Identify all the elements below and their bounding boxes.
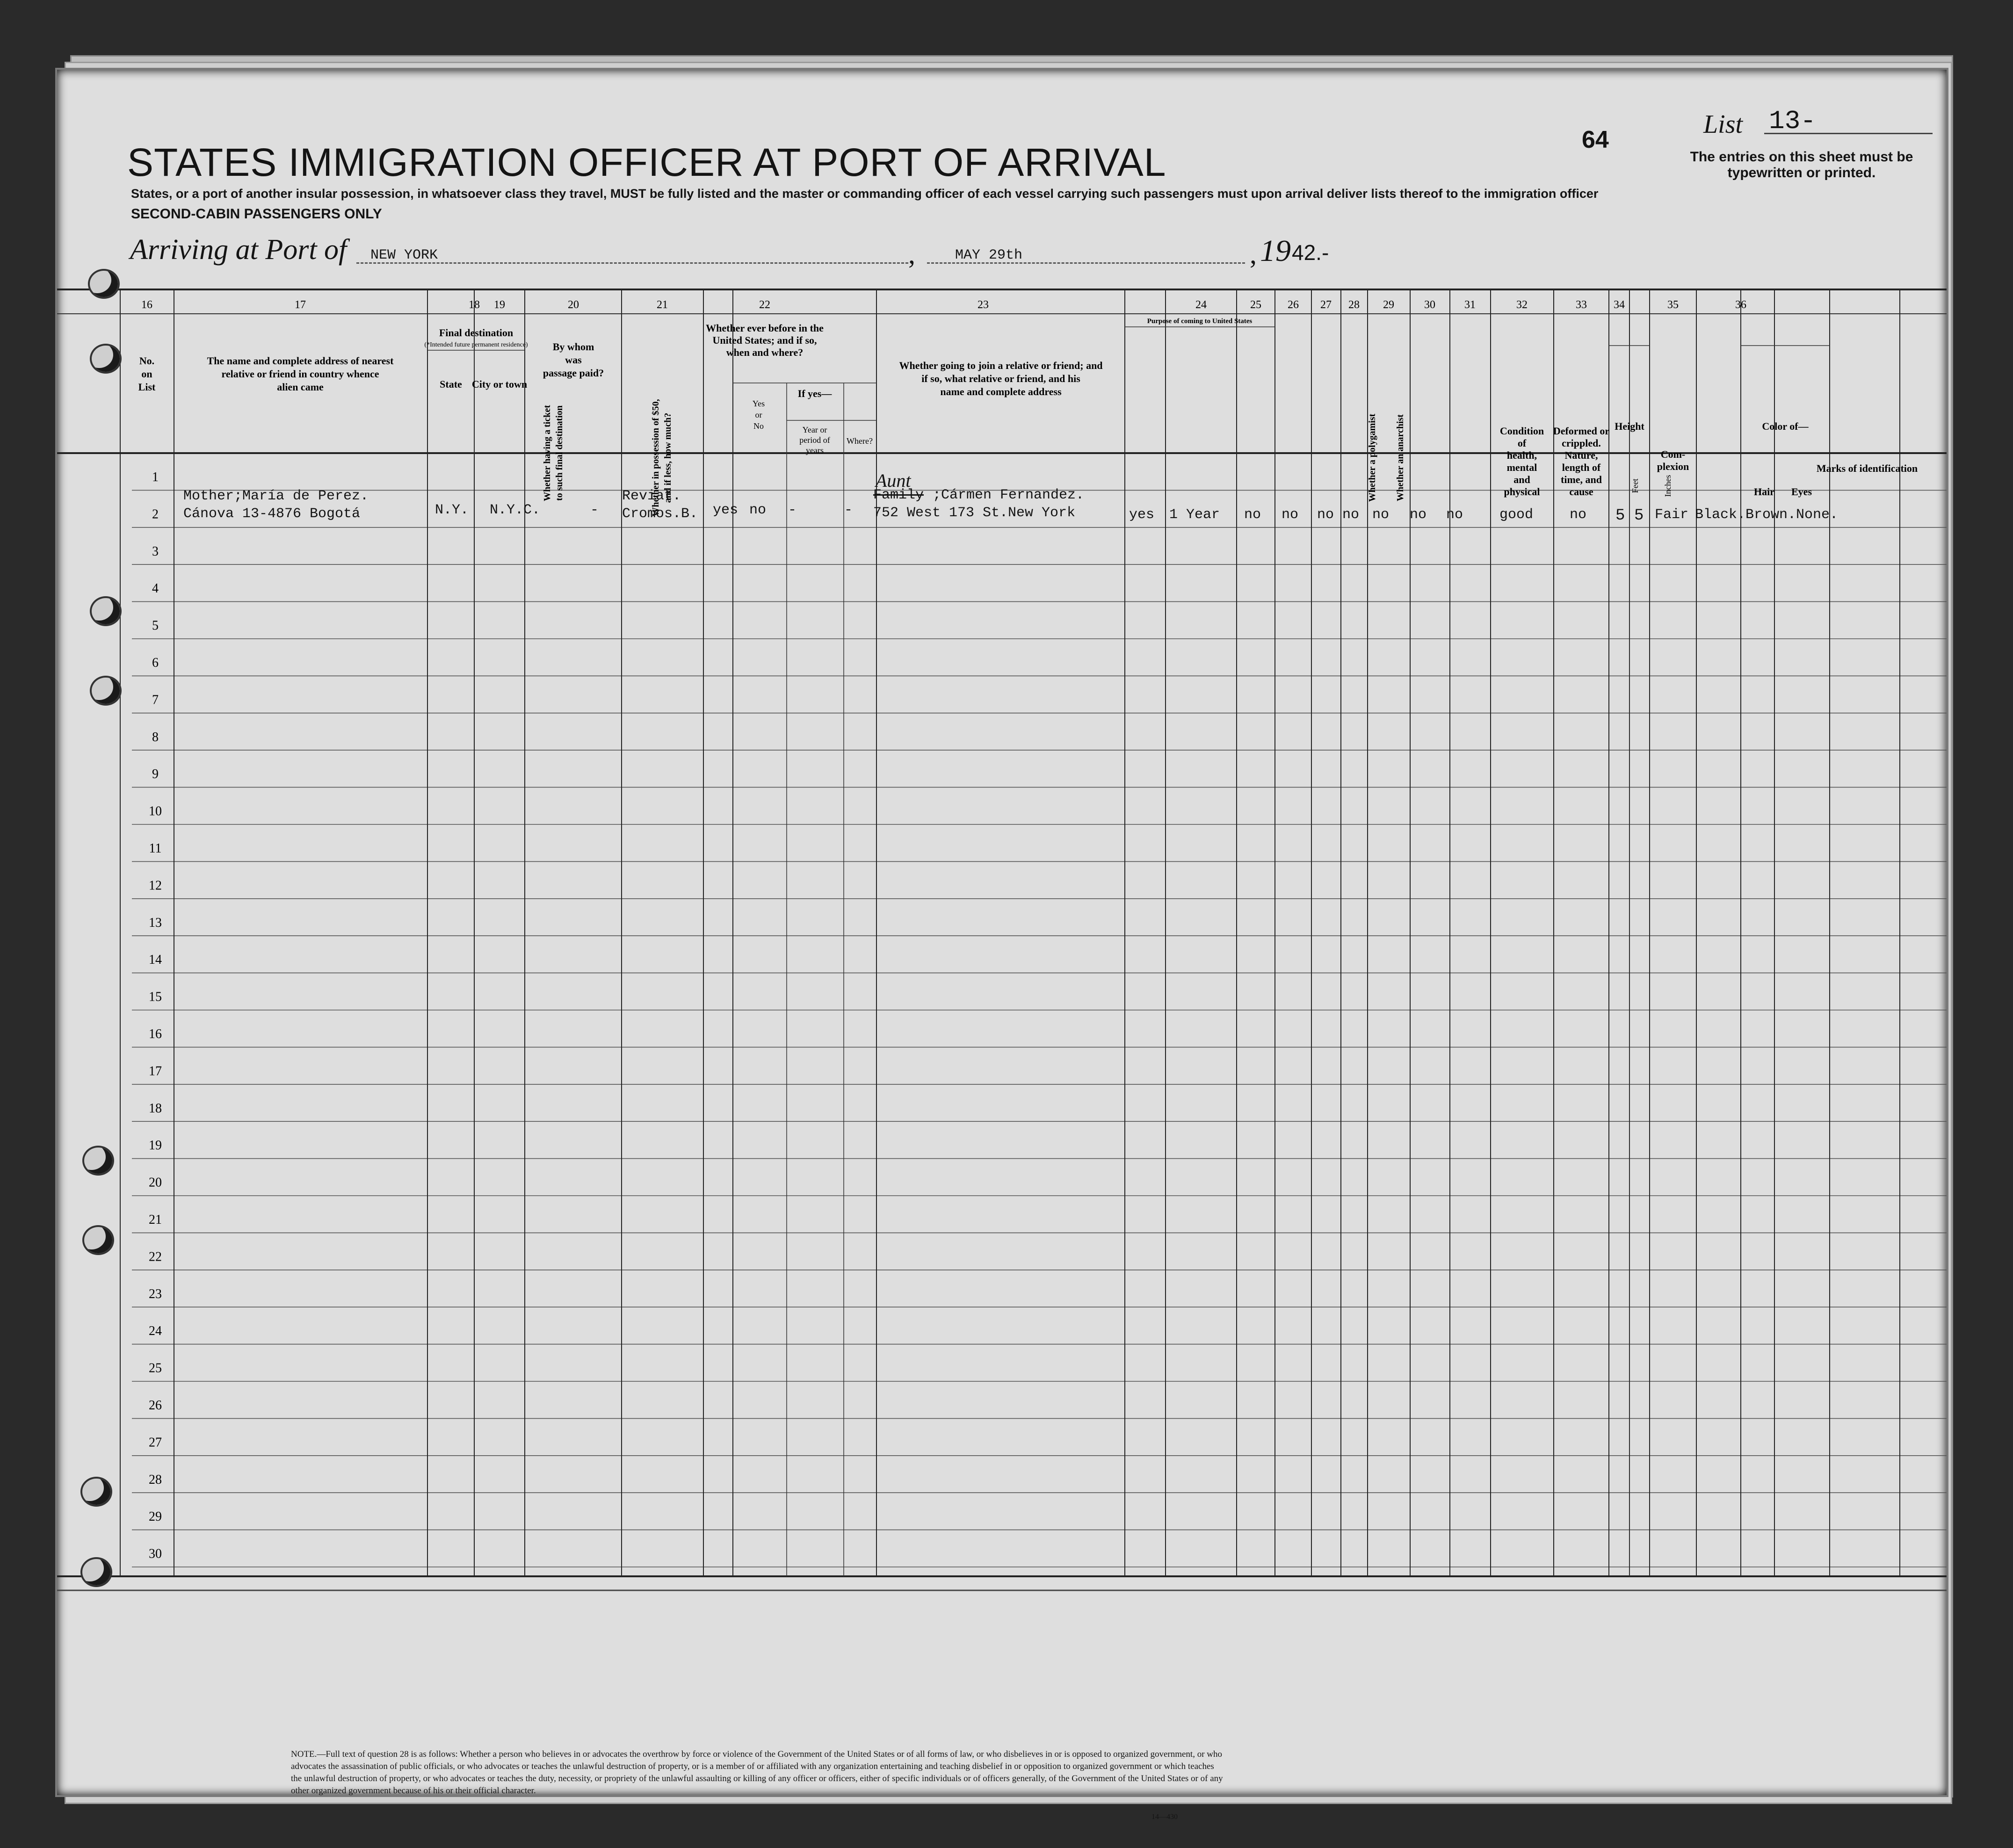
header-17: alien came — [277, 381, 324, 393]
date-value: MAY 29th — [955, 247, 1023, 263]
header-18-note: (*Intended future permanent residence) — [424, 341, 528, 348]
city-value: N.Y.C. — [490, 502, 541, 518]
header-21: and if less, how much? — [663, 412, 673, 503]
relative-address — [183, 487, 369, 523]
header-32: length of — [1562, 462, 1601, 473]
header-22: Year or — [802, 425, 827, 434]
column-number: 34 — [1614, 299, 1625, 311]
before-where-value: - — [844, 502, 853, 518]
column-number: 31 — [1464, 299, 1476, 311]
header-26: Whether a polygamist — [1367, 413, 1377, 502]
header-33: Height — [1615, 420, 1644, 432]
instruction-text: States, or a port of another insular possession, in whatsoever class they travel, MUST be fully listed and the master or commanding officer of each vessel carrying such passengers must upon arrival deliver lists thereof to the immigration officer — [131, 187, 1599, 201]
row-number: 10 — [149, 804, 162, 819]
header-20: passage paid? — [543, 367, 604, 379]
citizen-value: no — [1244, 507, 1261, 523]
row-number: 11 — [149, 841, 162, 856]
row-number: 27 — [149, 1435, 162, 1450]
relative-name-us: ;Cármen Fernandez. — [933, 487, 1085, 503]
before-us-value: no — [749, 502, 767, 518]
fifty-dollars-value: yes — [713, 502, 739, 518]
row-number: 7 — [152, 693, 159, 707]
row-number: 21 — [149, 1213, 162, 1227]
header-23: name and complete address — [940, 386, 1062, 397]
ticket-value: - — [590, 502, 599, 518]
state-value: N.Y. — [435, 502, 469, 518]
intends-return-value: yes — [1129, 507, 1155, 523]
header-22: years — [806, 446, 824, 455]
before-years-value: - — [788, 502, 797, 518]
column-number: 26 — [1288, 299, 1299, 311]
row-number: 15 — [149, 989, 162, 1004]
binder-hole — [80, 1557, 112, 1587]
binder-hole — [90, 676, 122, 706]
header-31: physical — [1504, 486, 1540, 498]
row-number: 4 — [152, 581, 159, 596]
header-35: Hair — [1754, 486, 1774, 498]
entries-note: The entries on this sheet must be typewritten or printed. — [1690, 149, 1913, 180]
manifest-table — [57, 70, 1947, 1795]
header-35: Color of— — [1762, 420, 1809, 432]
header-22: United States; and if so, — [712, 334, 817, 346]
hair-eyes-marks-value: Black.Brown.None. — [1695, 507, 1839, 523]
binder-hole — [80, 1477, 112, 1507]
header-17: The name and complete address of nearest — [207, 355, 394, 367]
column-number: 27 — [1320, 299, 1332, 311]
header-no: on — [141, 368, 152, 380]
year-prefix: 19 — [1260, 234, 1291, 268]
anarchist-value: no — [1342, 507, 1360, 523]
column-number: 22 — [759, 299, 770, 311]
handwritten-aunt: Aunt — [876, 470, 911, 491]
port-value: NEW YORK — [370, 247, 438, 263]
column-number: 28 — [1348, 299, 1360, 311]
row-number: 19 — [149, 1138, 162, 1153]
header-19: to such final destination — [554, 405, 565, 501]
passage-paid — [622, 487, 698, 523]
struck-family: Family — [873, 487, 924, 503]
header-36: Marks of identification — [1816, 462, 1918, 474]
row-number: 18 — [149, 1101, 162, 1116]
header-no: No. — [139, 355, 155, 367]
height-feet-value: 5 — [1615, 507, 1625, 525]
comma: , — [908, 238, 915, 269]
header-32: time, and — [1561, 474, 1602, 485]
header-34: plexion — [1657, 461, 1689, 472]
polygamist-value: no — [1317, 507, 1334, 523]
arriving-label: Arriving at Port of — [130, 234, 347, 266]
column-number: 16 — [141, 299, 152, 311]
column-number: 32 — [1516, 299, 1528, 311]
header-17: relative or friend in country whence — [221, 368, 379, 380]
row-number: 14 — [149, 953, 162, 967]
header-22: period of — [799, 435, 830, 445]
header-23: Whether going to join a relative or friend; and — [899, 360, 1103, 371]
labor-offer-value: no — [1410, 507, 1427, 523]
binder-hole — [90, 344, 122, 374]
row-number: 20 — [149, 1175, 162, 1190]
column-number: 36 — [1735, 299, 1746, 311]
deformed-value: no — [1570, 507, 1587, 523]
year-suffix: 42.- — [1292, 240, 1329, 265]
column-number: 17 — [295, 299, 306, 311]
column-number: 35 — [1667, 299, 1679, 311]
header-31: Condition — [1499, 425, 1544, 437]
column-number: 33 — [1576, 299, 1587, 311]
row-number: 29 — [149, 1509, 162, 1524]
column-number: 30 — [1424, 299, 1435, 311]
binder-hole — [82, 1225, 114, 1255]
header-31: and — [1513, 474, 1530, 485]
row-number: 17 — [149, 1064, 162, 1079]
manifest-page — [55, 68, 1948, 1821]
column-number: 25 — [1250, 299, 1261, 311]
header-31: mental — [1506, 462, 1537, 473]
header-22: or — [755, 410, 762, 419]
column-number: 29 — [1383, 299, 1394, 311]
column-number: 20 — [568, 299, 579, 311]
passenger-class: SECOND-CABIN PASSENGERS ONLY — [131, 206, 382, 222]
header-24: Purpose of coming to United States — [1147, 318, 1253, 325]
deported-value: no — [1446, 507, 1463, 523]
header-20: was — [565, 354, 582, 366]
row-number: 25 — [149, 1361, 162, 1376]
comma: , — [1250, 238, 1257, 269]
header-22: No — [753, 421, 764, 431]
header-32: crippled. — [1562, 437, 1601, 449]
header-22: Whether ever before in the — [706, 322, 824, 334]
column-number: 24 — [1195, 299, 1207, 311]
row-number: 9 — [152, 767, 159, 782]
footnote: NOTE.—Full text of question 28 is as follows: Whether a person who believes in or advocates the overthrow by force or violence of the Government of the United States or of all forms of law, or who disbelieves in or is opposed to organized government, or who advocates the assassination of public officials, or who advocates or teaches the unlawful destruction of property, or is a member of or affiliated with any organization entertaining and teaching disbelief in or opposition to organized government or which teaches the unlawful destruction of property, or who advocates or teaches the duty, necessity, or propriety of the unlawful assaulting or killing of any officer or officers, either of specific individuals or of officers generally, of the Government of the United States or of any other organized government because of his or their official character. — [291, 1749, 1223, 1796]
row-number: 24 — [149, 1324, 162, 1339]
list-number: 13- — [1769, 106, 1816, 136]
row-number: 5 — [152, 618, 159, 633]
column-number: 18 — [469, 299, 480, 311]
header-20: By whom — [552, 341, 594, 353]
header-22: Where? — [847, 436, 873, 446]
header-31: health, — [1506, 449, 1537, 461]
page-title: STATES IMMIGRATION OFFICER AT PORT OF ARRIVAL — [127, 140, 1166, 184]
header-22: Yes — [752, 399, 765, 408]
row-number: 2 — [152, 507, 159, 522]
health-value: good — [1499, 507, 1534, 523]
row-number: 30 — [149, 1546, 162, 1561]
overthrow-value: no — [1372, 507, 1390, 523]
header-27: Whether an anarchist — [1395, 414, 1405, 501]
binder-hole — [90, 596, 122, 626]
row-number: 26 — [149, 1398, 162, 1413]
passage-line: Cromos.B. — [622, 506, 698, 522]
header-22: If yes— — [797, 388, 832, 399]
header-34: Com- — [1660, 448, 1686, 460]
row-number: 3 — [152, 544, 159, 559]
header-state: State — [440, 378, 462, 390]
relative-name: Mother;María de Perez. — [183, 488, 369, 504]
row-number: 1 — [152, 470, 159, 484]
list-label: List — [1703, 110, 1743, 139]
binder-hole — [88, 269, 120, 299]
header-22: when and where? — [726, 346, 804, 358]
header-19: Whether having a ticket — [542, 405, 552, 501]
height-inches-value: 5 — [1634, 507, 1644, 525]
relative-address-us: 752 West 173 St.New York — [873, 505, 1076, 521]
column-number: 19 — [494, 299, 505, 311]
row-number: 12 — [149, 878, 162, 893]
row-number: 8 — [152, 729, 159, 744]
header-32: Deformed or — [1553, 425, 1610, 437]
form-number: 14—430 — [1151, 1813, 1178, 1821]
row-number: 16 — [149, 1027, 162, 1041]
passage-line: Reviat. — [622, 488, 681, 504]
complexion-value: Fair — [1655, 507, 1689, 523]
header-33: Inches — [1663, 475, 1673, 497]
length-stay-value: 1 Year — [1169, 507, 1220, 523]
header-18: Final destination — [439, 327, 514, 339]
row-number: 28 — [149, 1472, 162, 1487]
row-number: 22 — [149, 1249, 162, 1264]
header-no: List — [138, 381, 156, 393]
header-32: Nature, — [1564, 449, 1598, 461]
header-23: if so, what relative or friend, and his — [921, 373, 1080, 384]
stamp-number: 64 — [1582, 126, 1609, 153]
row-number: 13 — [149, 915, 162, 930]
header-city: City or town — [471, 378, 528, 390]
header-31: of — [1517, 437, 1527, 449]
binder-hole — [82, 1146, 114, 1176]
relative-street: Cánova 13-4876 Bogotá — [183, 506, 361, 522]
header-32: cause — [1569, 486, 1593, 498]
column-number: 23 — [978, 299, 989, 311]
prison-value: no — [1282, 507, 1299, 523]
column-number: 21 — [657, 299, 668, 311]
header-21: Whether in possession of $50, — [651, 399, 661, 517]
header-33: Feet — [1630, 478, 1640, 493]
row-number: 23 — [149, 1286, 162, 1301]
row-number: 6 — [152, 656, 159, 670]
header-35: Eyes — [1791, 486, 1812, 498]
